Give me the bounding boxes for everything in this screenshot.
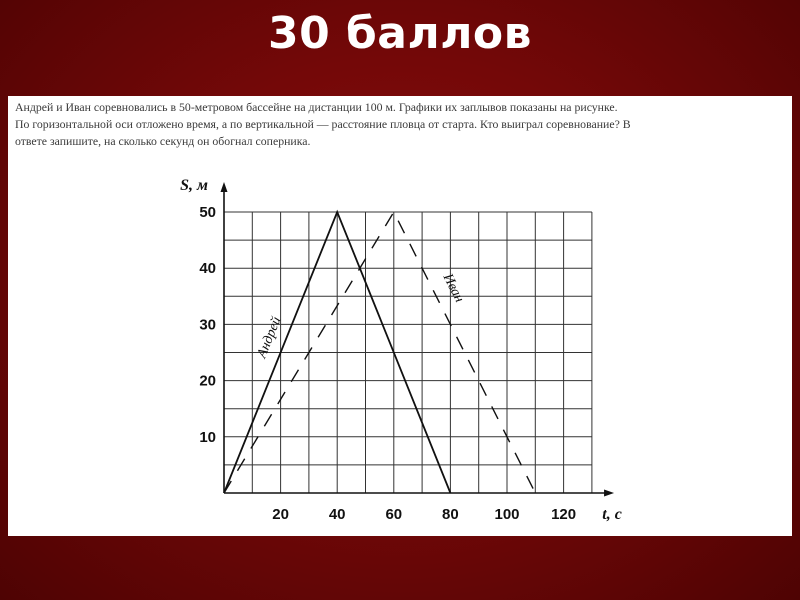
series-label-ivan: Иван: [439, 271, 467, 306]
x-tick-label: 40: [328, 506, 346, 523]
problem-text-line: Андрей и Иван соревновались в 50-метровом бассейне на дистанции 100 м. Графики их заплывов показаны на рисунке.: [15, 100, 618, 114]
y-tick-label: 30: [199, 316, 216, 334]
y-tick-label: 50: [199, 204, 216, 221]
x-tick-label: 120: [551, 506, 577, 523]
y-tick-label: 40: [199, 260, 216, 278]
x-tick-label: 20: [272, 506, 289, 523]
y-axis-label: S, м: [180, 177, 208, 194]
x-tick-label: 60: [385, 506, 403, 523]
x-tick-label: 80: [442, 506, 459, 523]
problem-panel: [8, 96, 792, 536]
x-axis-label: t, с: [602, 506, 622, 523]
slide-title: 30 баллов: [268, 8, 532, 59]
distance-time-chart: [8, 96, 792, 536]
problem-text-line: ответе запишите, на сколько секунд он обогнал соперника.: [15, 134, 311, 148]
x-tick-label: 100: [494, 506, 520, 523]
y-axis-arrow: [221, 182, 228, 192]
y-tick-label: 10: [199, 428, 216, 446]
x-axis-arrow: [604, 490, 614, 497]
series-label-andrei: Андрей: [254, 314, 285, 361]
problem-text-line: По горизонтальной оси отложено время, а по вертикальной — расстояние пловца от старта. Кто выиграл соревнование? В: [15, 117, 631, 131]
y-tick-label: 20: [199, 372, 216, 390]
